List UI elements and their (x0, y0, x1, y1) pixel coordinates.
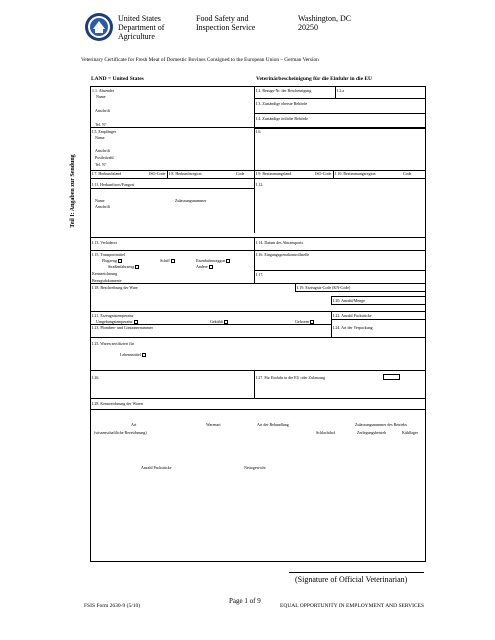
rail-checkbox[interactable] (226, 259, 230, 263)
col-cold-store: Kühllager (402, 430, 418, 435)
field-1-7-iso: ISO-Code (149, 171, 166, 176)
field-1-16-label: I.16. Eingangsgrenzkontrollstelle (256, 252, 310, 257)
side-label: Teil I: Angaben zur Sendung (70, 154, 76, 228)
field-1-1-tel: Tel. N° (95, 122, 107, 127)
other-checkbox[interactable] (209, 265, 213, 269)
transport-other: Andere (196, 264, 213, 269)
field-1-23-label: I.23. Plomben- und Containernummer (92, 325, 153, 330)
field-1-1-name: Name (96, 94, 106, 99)
field-1-2a-label: I.2.a (337, 88, 345, 93)
certificate-title: Veterinary Certificate for Fresh Meat of Domestic Bovines Consigned to the European Union – German Version (81, 57, 319, 63)
page-number: Page 1 of 9 (229, 597, 261, 605)
field-1-21-label: I.21. Erzeugnistemperatur (92, 313, 134, 318)
agency-line-3: Agriculture (118, 32, 155, 41)
service-line-1: Food Safety and (196, 14, 249, 23)
agency-line-1: United States (118, 14, 161, 23)
field-1-26-label: I.26. (92, 375, 100, 380)
signature-label: (Signature of Official Veterinarian) (295, 575, 408, 584)
transport-road: Straßenfahrzeug (108, 264, 139, 269)
eeo-statement: EQUAL OPPORTUNITY IN EMPLOYMENT AND SERVICES (280, 603, 425, 609)
col-treatment: Art der Behandlung (257, 422, 289, 427)
city-line-1: Washington, DC (298, 14, 352, 23)
field-1-19-label: I.19. Erzeugnis-Code (KN-Code) (297, 285, 351, 290)
land-label: LAND = United States (91, 76, 144, 82)
field-1-5-label: I.5. Empfänger (92, 129, 117, 134)
col-approval-number: Zulassungsnummer des Betriebs (355, 422, 407, 427)
field-1-5-tel: Tel. N° (95, 162, 107, 167)
field-1-4-label: I.4. Zuständige örtliche Behörde (256, 116, 308, 121)
temp-frozen: Gefroren (295, 319, 314, 324)
field-1-22-label: I.22. Anzahl Packstücke (333, 313, 372, 318)
temp-ambient: Umgebungstemperatur (96, 319, 138, 324)
col-cutting-plant: Zerlegungsbetrieb (357, 430, 387, 435)
temp-chilled: Gekühlt (210, 319, 228, 324)
field-1-17-label: I.17. (256, 272, 264, 277)
field-1-24-label: I.24. Art der Verpackung (333, 325, 373, 330)
field-1-11-name: Name (95, 198, 105, 203)
field-1-10-label: I.10. Bestimmungsregion (335, 171, 376, 176)
field-1-15-identification: Kennzeichnung (92, 271, 118, 276)
field-1-15-label: I.15. Transportmittel (92, 252, 126, 257)
field-1-27-label: I.27. Für Einfuhr in die EU oder Zulassung (256, 375, 325, 380)
field-1-27-input[interactable] (383, 374, 400, 380)
field-1-6-label: I.6. (256, 129, 262, 134)
field-1-14-label: I.14. Datum des Abtransports (256, 240, 303, 245)
field-1-11-approval: Zulassungsnummer (175, 198, 207, 203)
field-1-10-code: Code (403, 171, 412, 176)
ship-checkbox[interactable] (171, 259, 175, 263)
field-1-5-name: Name (95, 135, 105, 140)
field-1-1-address: Anschrift (95, 108, 111, 113)
col-species-scientific: (wissenschaftliche Bezeichnung) (94, 430, 147, 435)
field-1-9-label: I.9. Bestimmungsland (256, 171, 292, 176)
col-packages: Anzahl Packstücke (141, 465, 172, 470)
col-net-weight: Nettogewicht (244, 465, 266, 470)
field-1-11-label: I.11. Herkunftsort/Fangort (92, 182, 135, 187)
city-line-2: 20250 (298, 23, 318, 32)
cert-title-german: Veterinärbescheinigung für die Einfuhr in die EU (256, 76, 373, 82)
usda-seal-icon (84, 12, 114, 42)
field-1-13-label: I.13. Verladeort (92, 240, 117, 245)
field-1-5-address: Anschrift (95, 148, 111, 153)
field-1-2-label: I.2. Bezugs-Nr. der Bescheinigung (256, 88, 312, 93)
field-1-5-postcode: Postleitzahl (95, 155, 114, 160)
col-slaughterhouse: Schlachthof (316, 430, 336, 435)
transport-rail: Eisenbahnwaggon (196, 258, 230, 263)
col-species: Art (131, 422, 137, 427)
certified-food: Lebensmittel (120, 352, 146, 357)
field-1-8-label: I.8. Herkunftsregion (169, 171, 202, 176)
field-1-25-label: I.25. Waren zertifiziert für (92, 341, 134, 346)
field-1-18-label: I.18. Beschreibung der Ware (92, 285, 138, 290)
airplane-checkbox[interactable] (118, 259, 122, 263)
field-1-7-label: I.7. Herkunftsland (92, 171, 122, 176)
field-1-9-iso: ISO-Code (315, 171, 332, 176)
service-line-2: Inspection Service (196, 23, 256, 32)
field-1-12-label: I.12. (256, 182, 264, 187)
field-1-3-label: I.3. Zuständige oberste Behörde (256, 101, 308, 106)
field-1-20-label: I.20. Anzahl/Menge (333, 298, 365, 303)
food-checkbox[interactable] (142, 353, 146, 357)
transport-ship: Schiff (160, 258, 175, 263)
agency-line-2: Department of (118, 23, 165, 32)
form-number: FSIS Form 2630-9 (5/10) (84, 603, 141, 609)
road-checkbox[interactable] (135, 265, 139, 269)
field-1-11-address: Anschrift (95, 204, 111, 209)
field-1-8-code: Code (236, 171, 245, 176)
col-commodity: Warenart (206, 422, 221, 427)
field-1-28-label: I.28. Kennzeichnung der Waren (92, 401, 143, 406)
field-1-15-documents: Bezugsdokumente (92, 278, 122, 283)
field-1-1-label: 1.1. Absender (92, 88, 115, 93)
transport-airplane: Flugzeug (102, 258, 122, 263)
